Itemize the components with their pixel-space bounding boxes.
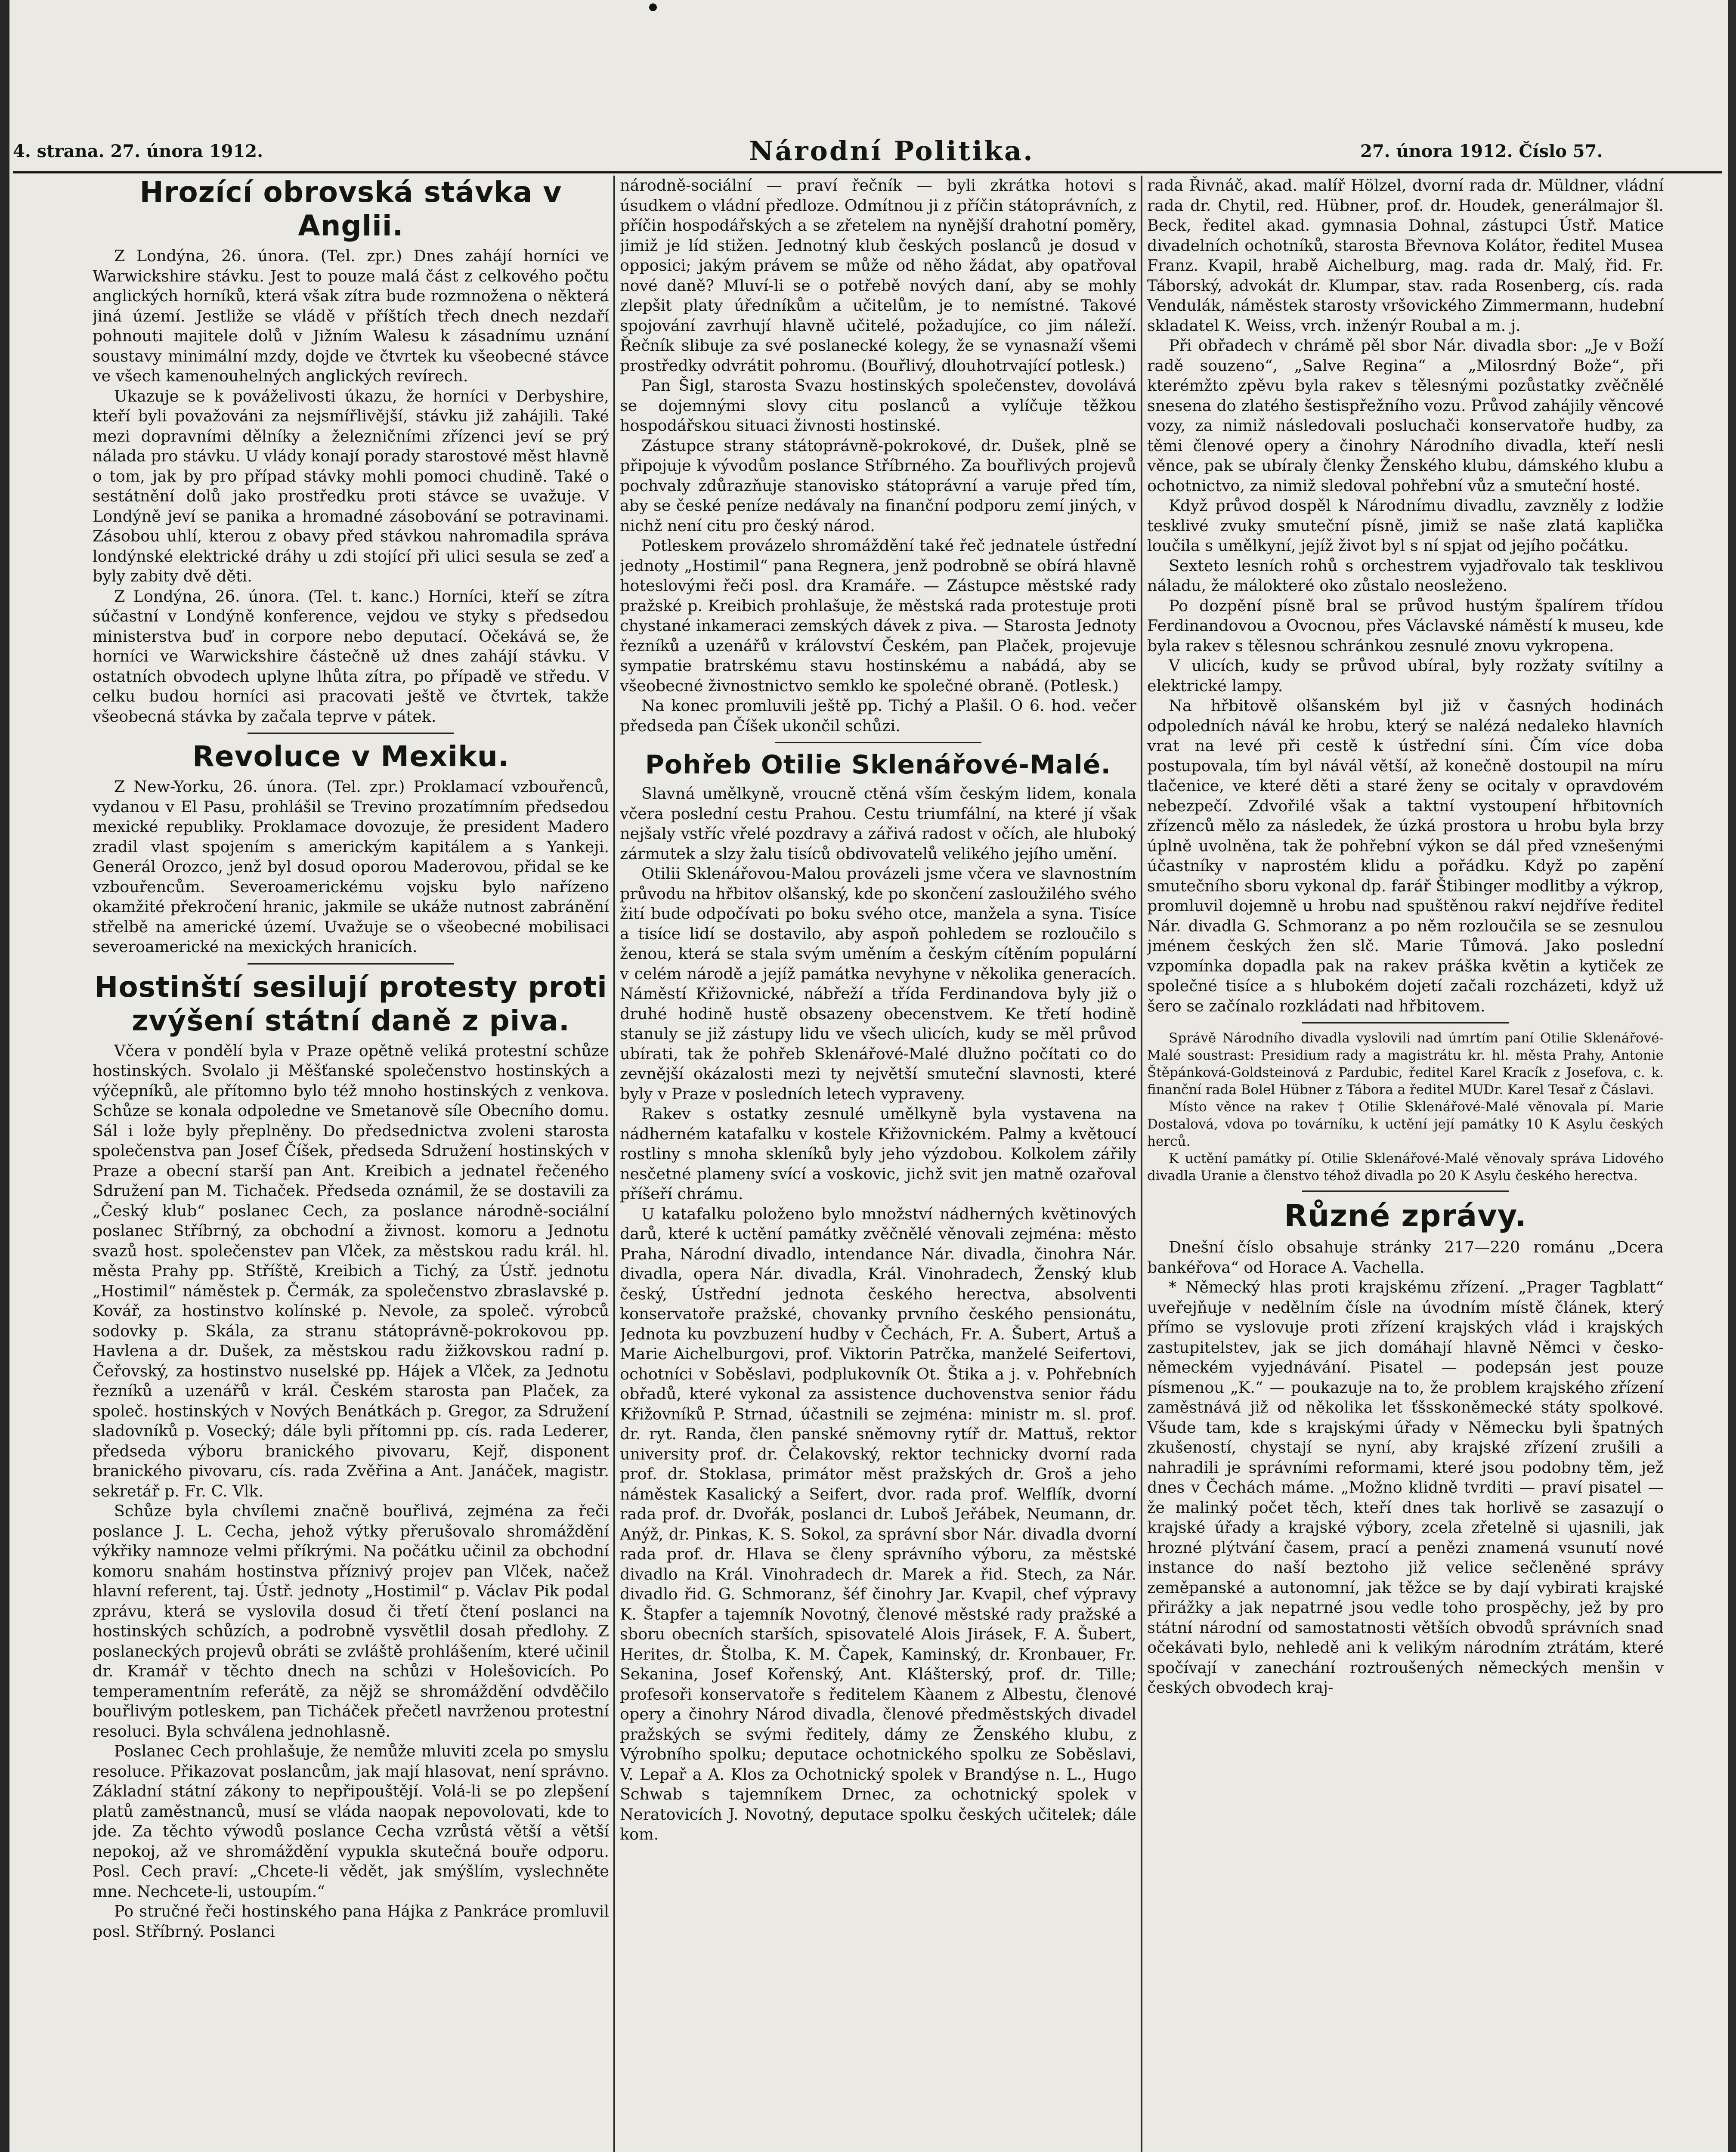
- paragraph: národně-sociální — praví řečník — byli zkrátka hotovi s úsudkem o vládní předloze. Odmítnou ji z příčin státoprávních, z příčin hospodářských a se zřetelem na nynější drahotní poměry, jimiž je líd stižen. Jednotný klub českých poslanců je dosud v opposici; jakým právem se může od něho žádat, aby opatřoval nové daně? Mluví-li se o potřebě nových daní, aby se mohly zlepšit platy úředníkům a učitelům, je to nemístné. Takové spojování zavrhují hlavně učitelé, požadujíce, co jim náleží. Řečník slibuje za své poslanecké kolegy, že se vynasnaží všemi prostředky odvrátit pohromu. (Bouřlivý, dlouhotrvající potlesk.): [620, 176, 1136, 375]
- paragraph: Na hřbitově olšanském byl již v časných hodinách odpoledních návál ke hrobu, který se nalézá nedaleko hlavních vrat na levé při cestě k ústřední síni. Čím více doba postupovala, tím byl návál větší, až konečně dostoupil na míru tlačenice, ve které děti a staré ženy se ocitaly v opravdovém nebezpečí. Zdvořilé však a taktní vystoupení hřbitovních zřízenců mělo za následek, že úzká prostora u hrobu byla brzy úplně uvolněna, tak že pohřební výkon se dál před vznešenými účastníky v naprostém klidu a pořádku. Když po zapění smutečního sboru vykonal dp. farář Štibinger modlitby a výkrop, promluvil dojemně u hrobu nad spuštěnou rakví nejdříve ředitel Nár. divadla G. Schmoranz a po něm rozloučila se se zesnulou jménem českých žen slč. Marie Tůmová. Jako poslední vzpomínka dopadla pak na rakev práška květin a kytiček ze společné tisíce a s hlubokém dojetí začali rozcházeti, když už šero se začínalo rozkládati nad hřbitovem.: [1147, 696, 1664, 1015]
- paragraph: Včera v pondělí byla v Praze opětně veliká protestní schůze hostinských. Svolalo ji Měšťanské společenstvo hostinských a výčepníků, ale přítomno bylo též mnoho hostinských z venkova. Schůze se konala odpoledne ve Smetanově síle Obecního domu. Sál i lože byly přeplněny. Do předsednictva zvoleni starosta společenstva pan Josef Číšek, předseda Sdružení hostinských v Praze a obecní starší pan Ant. Kreibich a jednatel řečeného Sdružení pan M. Tichaček. Předseda oznámil, že se dostavili za „Český klub“ poslanec Cech, za poslance národně-sociální poslanec Stříbrný, za obchodní a živnost. komoru a Jednotu svazů host. společenstev pan Vlček, za městskou radu král. hl. města Prahy pp. Stříště, Kreibich a Tichý, za Ústř. jednotu „Hostimil“ náměstek p. Čermák, za společenstvo zbraslavské p. Kovář, za hostinstvo kolínské p. Nevole, za společ. výrobců sodovky p. Skála, za stranu státoprávně-pokrokovou pp. Havlena a dr. Dušek, za městskou radu žižkovskou radní p. Čeřovský, za hostinstvo nuselské pp. Hájek a Vlček, za Jednotu řezníků a uzenářů v král. Českém starosta pan Plaček, za společ. hostinských v Nových Benátkách p. Gregor, za Sdružení sladovníků p. Vosecký; dále byli přítomni pp. cís. rada Lederer, předseda výboru branického pivovaru, Kejř, disponent branického pivovaru, cís. rada Zvěřina a Ant. Janáček, magistr. sekretář p. Fr. C. Vlk.: [93, 1041, 609, 1500]
- paragraph: Dnešní číslo obsahuje stránky 217—220 románu „Dcera bankéřova“ od Horace A. Vachella.: [1147, 1238, 1664, 1277]
- page-header: [13, 125, 1722, 172]
- paragraph: U katafalku položeno bylo množství nádherných květinových darů, které k uctění památky zvěčnělé věnovali zejména: město Praha, Národní divadlo, intendance Nár. divadla, činohra Nár. divadla, opera Nár. divadla, Král. Vinohradech, Ženský klub český, Ústřední jednota českého herectva, absolventi konservatoře pražské, chovanky prvního českého pensionátu, Jednota ku povzbuzení hudby v Čechách, Fr. A. Šubert, Artuš a Marie Aichelburgovi, prof. Viktorin Patrčka, manželé Seifertovi, ochotníci v Soběslavi, podplukovník Ot. Štika a j. v. Pohřebních obřadů, které vykonal za assistence duchovenstva senior řádu Křižovníků P. Strnad, účastnili se zejména: ministr m. sl. prof. dr. ryt. Randa, člen panské sněmovny rytíř dr. Mattuš, rektor university prof. dr. Čelakovský, rektor technicky dvorní rada prof. dr. Stoklasa, primátor měst pražských dr. Groš a jeho náměstek Kasalický a Seifert, dvor. rada prof. Welflík, dvorní rada prof. dr. Dvořák, poslanci dr. Luboš Jeřábek, Neumann, dr. Anýž, dr. Pinkas, K. S. Sokol, za správní sbor Nár. divadla dvorní rada prof. dr. Hlava se členy správního výboru, za městské divadlo na Král. Vinohradech dr. Marek a řid. Stech, za Nár. divadlo řid. G. Schmoranz, šéf činohry Jar. Kvapil, chef výpravy K. Štapfer a tajemník Novotný, členové městské rady pražské a sboru obecních starších, spisovatelé Alois Jirásek, F. A. Šubert, Herites, dr. Štolba, K. M. Čapek, Kaminský, dr. Kronbauer, Fr. Sekanina, Josef Kořenský, Ant. Klášterský, prof. dr. Tille; profesoři konservatoře s ředitelem Kàanem z Albestu, členové opery a činohry Národ divadla, členové předměstských divadel pražských se svými ředitely, dámy ze Ženského klubu, z Výrobního spolku; deputace ochotnického spolku ze Soběslavi, V. Lepař a A. Klos za Ochotnický spolek v Brandýse n. L., Hugo Schwab s tajemníkem Drnec, za ochotnický spolek v Neratovicích J. Novotný, deputace spolku českých učitelek; dále kom.: [620, 1204, 1136, 1843]
- paragraph: Ukazuje se k pováželivosti úkazu, že horníci v Derbyshire, kteří byli považováni za nejsmířlivější, stávku již zahájili. Také mezi dopravními dělníky a železničními zřízenci jeví se prý nálada pro stávku. U vlády konají porady starostové měst hlavně o tom, jak by pro případ stávky mohli pomoci chudině. Také o sestátnění dolů jako prostředku proti stávce se uvažuje. V Londýně jeví se panika a hromadné zásobování se potravinami. Zásobou uhlí, kterou z obavy před stávkou nahromadila správa londýnské elektrické dráhy u zdi stojící při ulici sesula se zeď a byly zabity dvě děti.: [93, 386, 609, 585]
- column-divider-1: [613, 176, 615, 2152]
- paragraph: V ulicích, kudy se průvod ubíral, byly rozžaty svítilny a elektrické lampy.: [1147, 656, 1664, 695]
- punch-hole: [649, 3, 657, 11]
- notice-paragraph: Správě Národního divadla vyslovili nad úmrtím paní Otilie Sklenářové-Malé soustrast: Presidium rady a magistrátu kr. hl. města Prahy, Antonie Štěpánková-Goldsteinová z Pardubic, ředitel Karel Kracík z Josefova, c. k. finanční rada Bolel Hübner z Tábora a ředitel MUDr. Karel Tesař z Čáslavi.: [1147, 1030, 1664, 1098]
- article-divider: [1302, 1022, 1509, 1023]
- column-3: [1147, 176, 1664, 2152]
- paragraph: * Německý hlas proti krajskému zřízení. „Prager Tagblatt“ uveřejňuje v nedělním čísle na úvodním místě článek, který přímo se vyslovuje proti zřízení krajských vlád i krajských zastupitelstev, jak se jich domáhají hlavně Němci v česko-německém vyjednávání. Pisatel — podepsán jest pouze písmenou „K.“ — poukazuje na to, že problem krajského zřízení zaměstnává již od několika let ťšsskoněmecké státy spolkové. Všude tam, kde s krajskými úřady v Německu byli špatných zkušeností, chystají se nyní, aby krajské zřízení zrušili a nahradili je správními reformami, které jsou podobny těm, jež dnes v Čechách máme. „Možno klidně tvrditi — praví pisatel — že malinký počet těch, kteří dnes tak horlivě se zasazují o krajské úřady a krajské výbory, zcela zřetelně si ujasnili, jak hrozné plýtvání časem, prací a penězi znamená vsunutí nové instance do naší beztoho již velice sečleněné správy zeměpanské a autonomní, jak těžce se by dají vybirati krajské přirážky a jak nepatrné jsou vedle toho prospěchy, jež by pro státní národní od samostatnosti větších obvodů správních snad očekávati bylo, nehledě ani k velikým národním ztrátám, které spočívají v zanechání roztroušených německých menšin v českých obvodech kraj-: [1147, 1278, 1664, 1697]
- paragraph: Zástupce strany státoprávně-pokrokové, dr. Dušek, plně se připojuje k vývodům poslance Stříbrného. Za bouřlivých projevů pochvaly zdůrazňuje stanovisko státoprávní a varuje před tím, aby se české peníze nedávaly na finanční podporu zemí jiných, v nichž není citu pro český národ.: [620, 436, 1136, 535]
- article-divider: [775, 742, 981, 743]
- article-divider: [248, 733, 454, 734]
- column-divider-2: [1141, 176, 1142, 2152]
- notice-paragraph: K uctění památky pí. Otilie Sklenářové-Malé věnovaly správa Lidového divadla Uranie a členstvo téhož divadla po 20 K Asylu českého herectva.: [1147, 1151, 1664, 1184]
- scan-left-edge: [0, 0, 9, 2152]
- column-1: [93, 176, 609, 2152]
- paragraph: Z Londýna, 26. února. (Tel. zpr.) Dnes zahájí horníci ve Warwickshire stávku. Jest to pouze malá část z celkového počtu anglických horníků, která však zítra bude rozmnožena o některá jiná území. Jestliže se vládě v příštích třech dnech nezdaří pohnouti majitele dolů v Jižním Walesu k zásadnímu uznání soustavy minimální mzdy, dojde ve čtvrtek ku všeobecné stávce ve všech kamenouhelných anglických revírech.: [93, 247, 609, 385]
- paragraph: Na konec promluvili ještě pp. Tichý a Plašil. O 6. hod. večer předseda pan Číšek ukončil schůzi.: [620, 696, 1136, 735]
- headline-ruzne-zpravy: Různé zprávy.: [1284, 1198, 1527, 1234]
- article-divider: [248, 963, 454, 965]
- paragraph: Slavná umělkyně, vroucně ctěná vším českým lidem, konala včera poslední cestu Prahou. Cestu triumfální, na které jí však nejšaly vstříc vřelé pozdravy a zářivá radost v očích, ale hluboký zármutek a slzy žalu tisíců obdivovatelů velikého jejího umění.: [620, 784, 1136, 863]
- paragraph: Při obřadech v chrámě pěl sbor Nár. divadla sbor: „Je v Boží radě souzeno“, „Salve Regina“ a „Milosrdný Bože“, při kterémžto zpěvu byla rakev s tělesnými pozůstatky zvěčnělé snesena do zlatého šestispřežního vozu. Průvod zahájily věncové vozy, za nimiž následovali posluchači konservatoře hudby, za těmi členové opery a činohry Národního divadla, kteří nesli věnce, pak se ubíraly členky Ženského klubu, dámského klubu a ochotnictvo, za nimiž sledoval pohřební vůz a smuteční hosté.: [1147, 336, 1664, 495]
- page-number-date: 4. strana. 27. února 1912.: [13, 141, 263, 161]
- scan-right-edge: [1728, 0, 1736, 2152]
- headline-hostinsti: Hostinští sesilují protesty proti zvýšení státní daně z piva.: [94, 970, 607, 1037]
- paragraph: Z Londýna, 26. února. (Tel. t. kanc.) Horníci, kteří se zítra súčastní v Londýně konference, vejdou ve styky s předsedou ministerstva buď in corpore nebo deputací. Očekává se, že horníci ve Warwickshire částečně už dnes zahájí stávku. V ostatních obvodech uplyne lhůta zítra, po případě ve středu. V celku budou horníci asi pracovati ještě ve čtvrtek, takže všeobecná stávka by začala teprve v pátek.: [93, 587, 609, 726]
- paragraph: Pan Šigl, starosta Svazu hostinských společenstev, dovolává se dojemnými slovy citu poslanců a vylíčuje těžkou hospodářskou situaci živnosti hostinské.: [620, 376, 1136, 435]
- paragraph: Schůze byla chvílemi značně bouřlivá, zejména za řeči poslance J. L. Cecha, jehož výtky přerušovalo shromáždění výkřiky namnoze velmi příkrými. Na počátku učinil za obchodní komoru snahám hostinstva příznivý projev pan Vlček, načež hlavní referent, taj. Ústř. jednoty „Hostimil“ p. Václav Pik podal zprávu, která se vyslovila dosud či třetí čtení poslanci na hostinských schůzích, a podrobně vysvětlil dosah předlohy. Z poslaneckých projevů obráti se zvláště prohlášením, které učinil dr. Kramář v těchto dnech na schůzi v Holešovicích. Po temperamentním referátě, za nějž se shromáždění odvděčilo bouřlivým potleskem, pan Ticháček přečetl navrženou protestní resoluci. Byla schválena jednohlasně.: [93, 1502, 609, 1741]
- paragraph: Z New-Yorku, 26. února. (Tel. zpr.) Proklamací vzbouřenců, vydanou v El Pasu, prohlášil se Trevino prozatímním předsedou mexické republiky. Proklamace dovozuje, že president Madero zradil vlast spojením s americkým kapitálem a s Yankeji. Generál Orozco, jenž byl dosud oporou Maderovou, přidal se ke vzbouřencům. Severoamerickému vojsku bylo nařízeno okamžité překročení hranic, jakmile se ukáže nutnost zabránění střelbě na americké území. Uvažuje se o všeobecné mobilisaci severoamerické na mexických hranicích.: [93, 777, 609, 956]
- paragraph: Otilii Sklenářovou-Malou provázeli jsme včera ve slavnostním průvodu na hřbitov olšanský, kde po skončení zasloužilého svého žití bude odpočívati po boku svého otce, manžela a syna. Tisíce a tisíce lidí se dostavilo, aby aspoň pohledem se rozloučilo s ženou, která se stala svým uměním a českým cítěním populární v celém národě a jejíž památka nevyhyne v několika generacích. Náměstí Křižovnické, nábřeží a třída Ferdinandova byly již o druhé hodině hustě obsazeny obecenstvem. Ke třetí hodině stanuly se již zástupy lidu ve všech ulicích, kudy se měl průvod ubírati, tak že pohřeb Sklenářové-Malé dlužno počítati co do zevnější okázalosti mezi ty největší smuteční slavnosti, které byly v Praze v posledních letech vypraveny.: [620, 864, 1136, 1103]
- headline-mexiko: Revoluce v Mexiku.: [192, 740, 509, 773]
- paragraph: Po dozpění písně bral se průvod hustým špalírem třídou Ferdinandovou a Ovocnou, přes Václavské náměstí k museu, kde byla rakev s tělesnou schránkou zesnulé znovu vykropena.: [1147, 596, 1664, 655]
- headline-pohreb: Pohřeb Otilie Sklenářové-Malé.: [645, 750, 1111, 780]
- notice-paragraph: Místo věnce na rakev † Otilie Sklenářové-Malé věnovala pí. Marie Dostalová, vdova po továrníku, k uctění její památky 10 K Asylu českých herců.: [1147, 1099, 1664, 1149]
- paragraph: Poslanec Cech prohlašuje, že nemůže mluviti zcela po smyslu resoluce. Přikazovat poslancům, jak mají hlasovat, není správno. Základní státní zákony to nepřipouštějí. Volá-li se po zlepšení platů zaměstnanců, musí se vláda naopak nepovolovati, kde to jde. Za těchto výwodů poslance Cecha vzrůstá větší a větší nepokoj, až ve shromáždění vypukla skutečná bouře odporu. Posl. Cech praví: „Chcete-li vědět, jak smýšlím, vyslechněte mne. Nechcete-li, ustoupím.“: [93, 1742, 609, 1901]
- paragraph: rada Řivnáč, akad. malíř Hölzel, dvorní rada dr. Müldner, vládní rada dr. Chytil, red. Hübner, prof. dr. Houdek, generálmajor šl. Beck, ředitel akad. gymnasia Dohnal, zástupci Ústř. Matice divadelních ochotníků, starosta Břevnova Kolátor, ředitel Musea Franz. Kvapil, hrabě Aichelburg, mag. rada dr. Malý, řid. Fr. Táborský, advokát dr. Klumpar, stav. rada Rosenberg, cís. rada Vendulák, náměstek starosty vršovického Zimmermann, hudební skladatel K. Weiss, vrch. inženýr Roubal a m. j.: [1147, 176, 1664, 335]
- header-rule: [13, 171, 1722, 173]
- paragraph: Sexteto lesních rohů s orchestrem vyjadřovalo tak tesklivou náladu, že málokteré oko zůstalo neosleženo.: [1147, 556, 1664, 595]
- paragraph: Potleskem provázelo shromáždění také řeč jednatele ústřední jednoty „Hostimil“ pana Regnera, jenž podrobně se obírá hlavně hoteslovými řeči posl. dra Kramáře. — Zástupce městské rady pražské p. Kreibich prohlašuje, že městská rada protestuje proti chystané inkameraci zemských dávek z piva. — Starosta Jednoty řezníků a uzenářů v království Českém, pan Plaček, projevuje sympatie bratrskému stavu hostinskému a nabádá, aby se všeobecné živnostnictvo semklo ke společné obraně. (Potlesk.): [620, 536, 1136, 695]
- masthead-title: Národní Politika.: [749, 135, 1034, 167]
- column-2: [620, 176, 1136, 2152]
- paragraph: Když průvod dospěl k Národnímu divadlu, zavzněly z lodžie tesklivé zvuky smuteční písně, jimiž se naše zlatá kaplička loučila s umělkyní, jejíž život byl s ní spjat od jejího počátku.: [1147, 496, 1664, 555]
- issue-date-number: 27. února 1912. Číslo 57.: [1360, 141, 1603, 161]
- paragraph: Rakev s ostatky zesnulé umělkyně byla vystavena na nádherném katafalku v kostele Křižovnickém. Palmy a květoucí rostliny s mnoha skleníků byly jeho výzdobou. Kolkolem zářily nesčetné plameny svící a voskovic, jichž svit jen matně ozařoval příšeří chrámu.: [620, 1104, 1136, 1203]
- article-divider: [1302, 1190, 1509, 1192]
- paragraph: Po stručné řeči hostinského pana Hájka z Pankráce promluvil posl. Stříbrný. Poslanci: [93, 1902, 609, 1941]
- headline-stavka: Hrozící obrovská stávka v Anglii.: [139, 176, 562, 242]
